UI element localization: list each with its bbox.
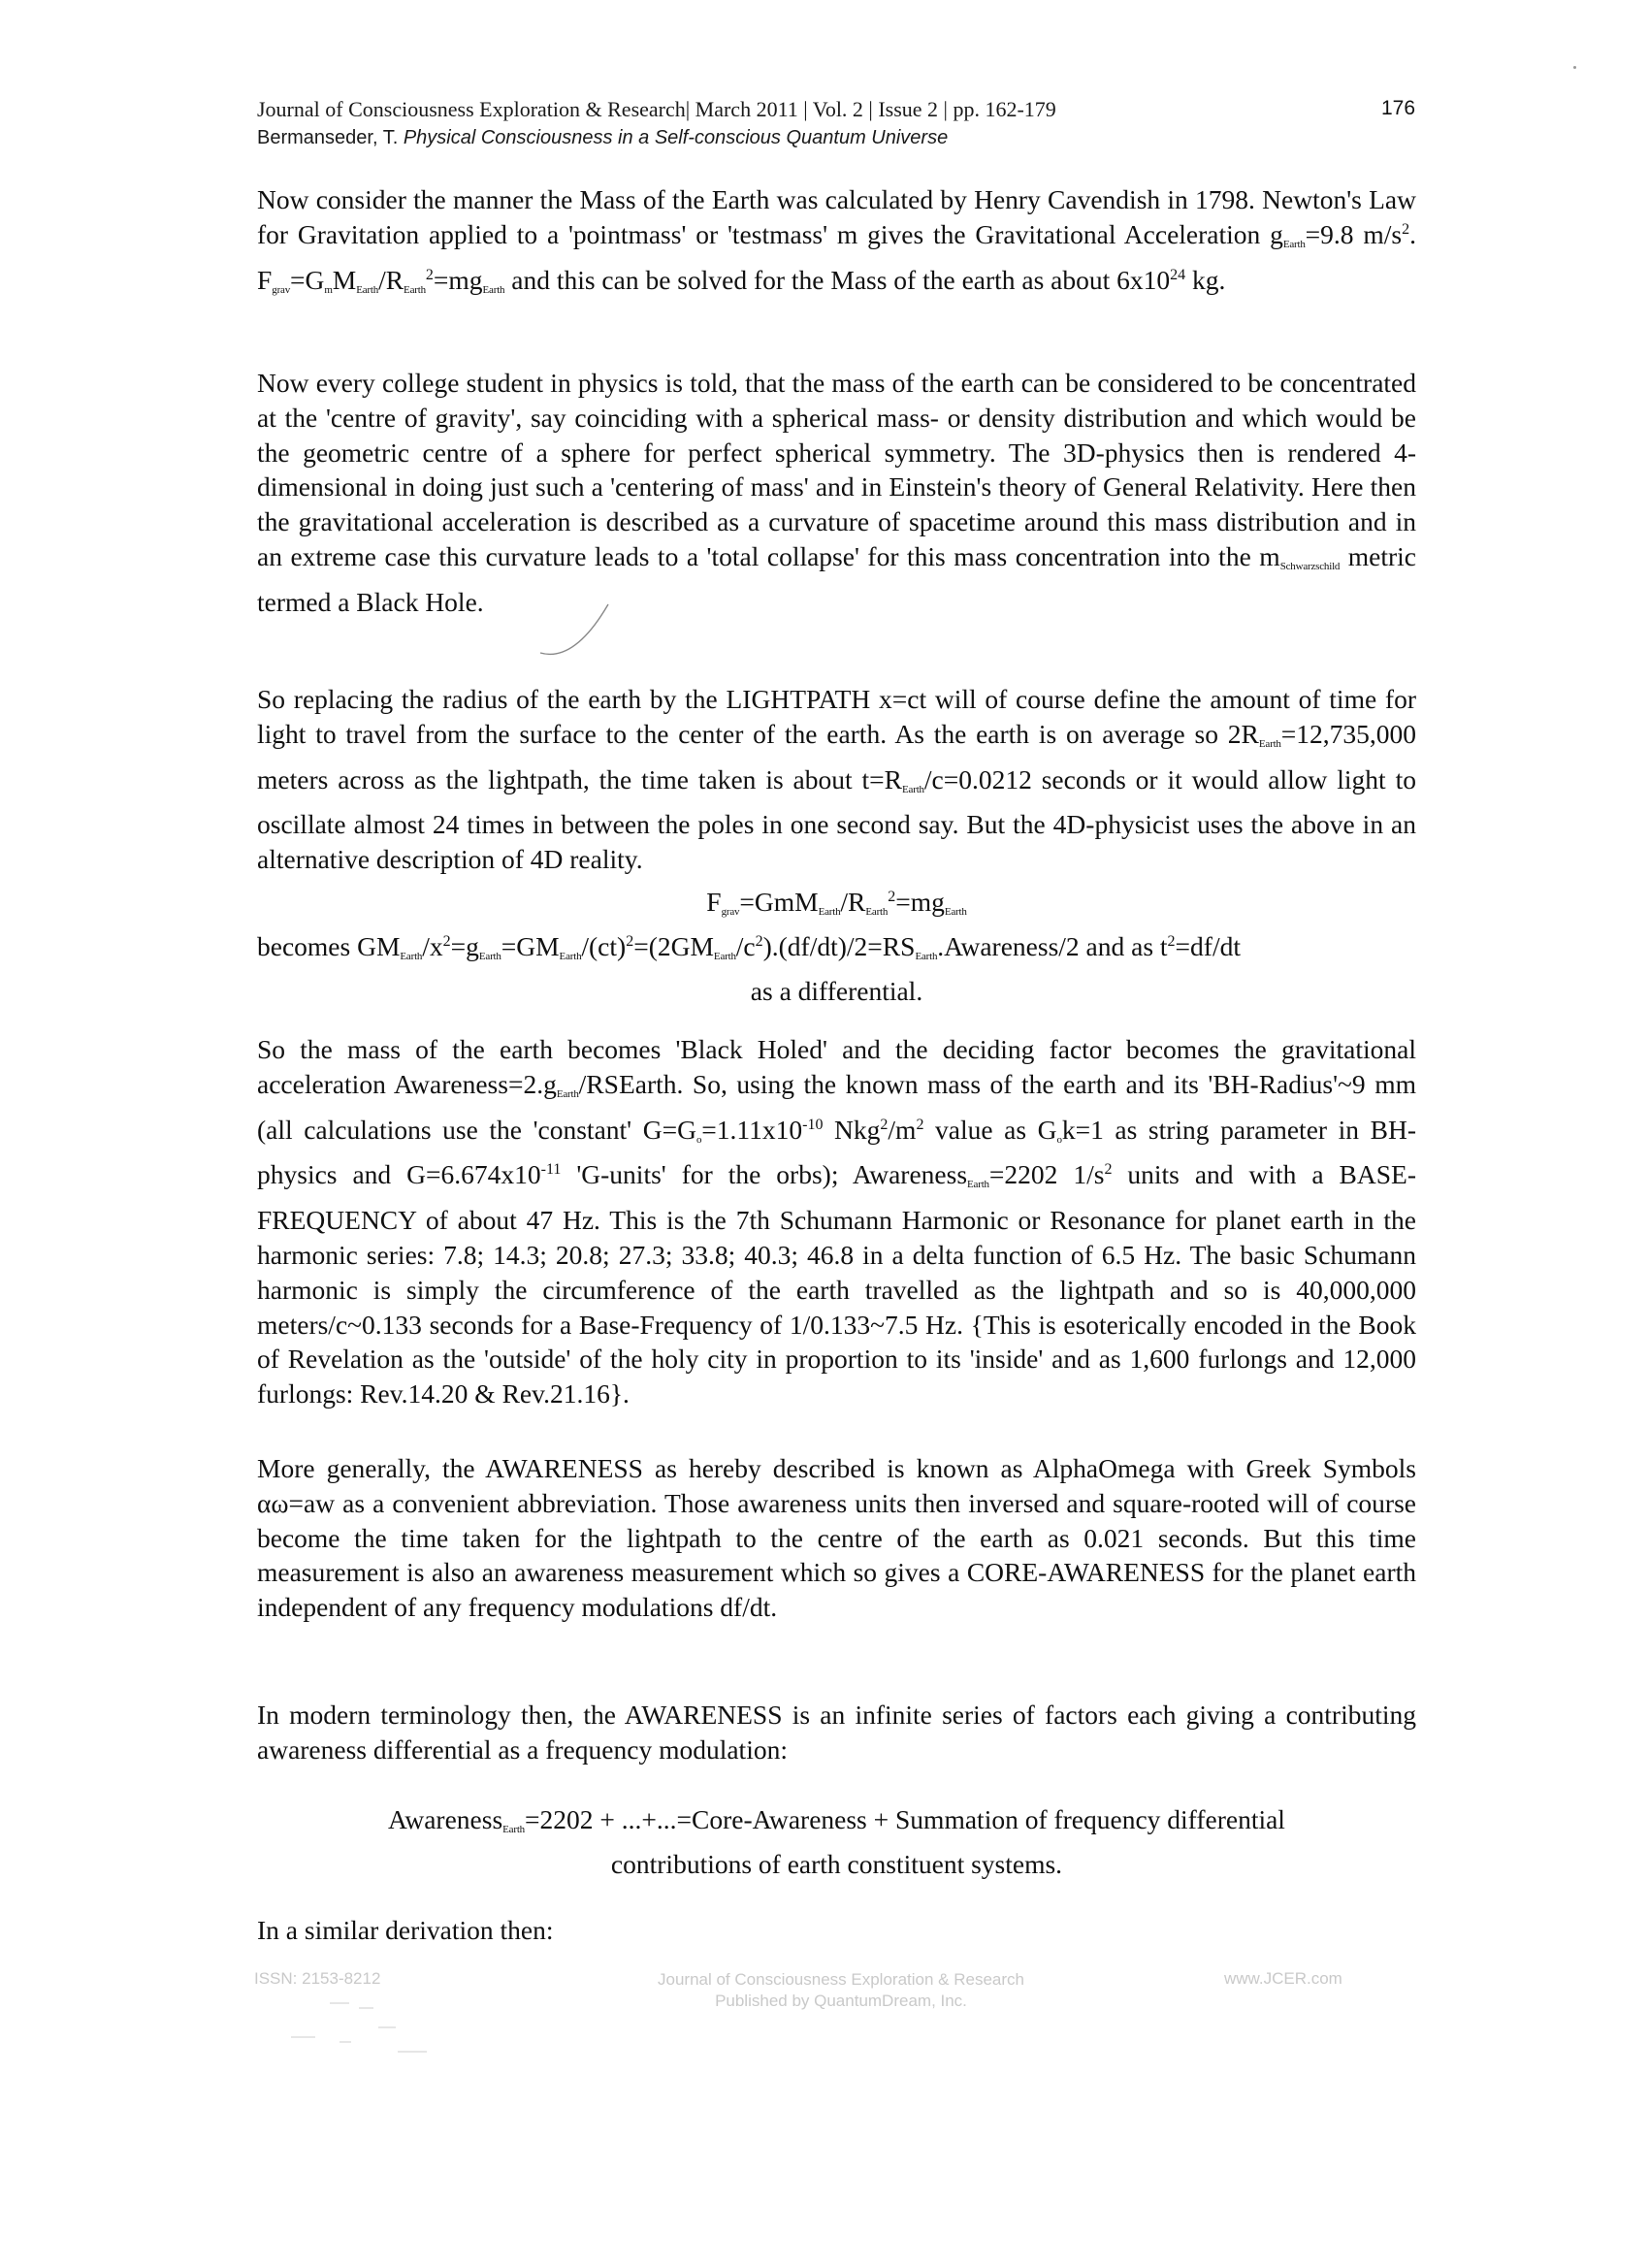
paragraph-centre-of-gravity: Now every college student in physics is told, that the mass of the earth can be considered to be concentrated at the 'centre of gravity', say coinciding with a spherical mass- or density distribution and which would be the geometric centre of a sphere for perfect spherical symmetry. The 3D-physics then is rendered 4-dimensional in doing just such a 'centering of mass' and in Einstein's theory of General Relativity. Here then the gravitational acceleration is described as a curvature of spacetime around this mass distribution and in an extreme case this curvature leads to a 'total collapse' for this mass concentration into the $m_{Schwarzschild}$ metric termed a Black Hole. <box>257 368 1416 617</box>
paragraph-black-holed: So the mass of the earth becomes 'Black Holed' and the deciding factor becomes the gravitational acceleration $Awareness=2.g_{Earth}$/RSEarth. So, using the known mass of the earth and its 'BH-Radius'~9 mm (all calculations use the 'constant' $G=G_o=1.11x10^{-10}$ $Nkg^2/m^2$ value as $G_ok=1$ as string parameter in BH-physics and $G=6.674x10^{-11}$ 'G-units' for the orbs); Awareness$_{Earth}$=2202 $1/s^2$ units and with a BASE-FREQUENCY of about 47 Hz. This is the 7th Schumann Harmonic or Resonance for planet earth in the harmonic series: 7.8; 14.3; 20.8; 27.3; 33.8; 40.3; 46.8 in a delta function of 6.5 Hz. The basic Schumann harmonic is simply the circumference of the earth travelled as the lightpath and so is 40,000,000 meters/c~0.133 seconds for a Base-Frequency of 1/0.133~7.5 Hz. {This is esoterically encoded in the Book of Revelation as the 'outside' of the holy city in proportion to its 'inside' and as 1,600 furlongs and 12,000 furlongs: Rev.14.20 & Rev.21.16}. <box>257 1034 1416 1409</box>
awareness-equation <box>257 1802 1416 1881</box>
equation-line-3: as a differential. <box>750 976 923 1006</box>
article-title: Physical Consciousness in a Self-conscious Quantum Universe <box>403 127 949 148</box>
paragraph-cavendish: Now consider the manner the Mass of the Earth was calculated by Henry Cavendish in 1798. Newton's Law for Gravitation applied to a 'pointmass' or 'testmass' m gives the Gravitational Acceleration $g_{Earth}=9.8$ $m/s^2$. $F_{grav}=G_mM_{Earth}/R_{Earth}^2=mg_{Earth}$ and this can be solved for the Mass of the earth as about $6x10^{24}$ kg. <box>257 184 1416 296</box>
footer-website: www.JCER.com <box>1224 1969 1342 1988</box>
author-title-line <box>257 124 1402 151</box>
page-number: 176 <box>1381 97 1416 119</box>
paragraph-similar-derivation: In a similar derivation then: <box>257 1915 554 1945</box>
journal-citation: Journal of Consciousness Exploration & Research| March 2011 | Vol. 2 | Issue 2 | pp. 162-179 <box>257 97 1056 121</box>
equation-block <box>257 885 1416 1008</box>
paragraph-alphaomega: More generally, the AWARENESS as hereby described is known as AlphaOmega with Greek Symbols αω=aw as a convenient abbreviation. Those awareness units then inversed and square-rooted will of course become the time taken for the lightpath to the centre of the earth as 0.021 seconds. But this time measurement is also an awareness measurement which so gives a CORE-AWARENESS for the planet earth independent of any frequency modulations df/dt. <box>257 1453 1416 1623</box>
footer-journal <box>637 1969 1045 2012</box>
awareness-equation-line-1: Awareness$_{Earth}$=2202 + ...+...=Core-Awareness + Summation of frequency differential <box>388 1804 1285 1835</box>
author-name: Bermanseder, T. <box>257 127 399 148</box>
scan-speck <box>1573 66 1576 69</box>
pen-mark <box>535 599 613 667</box>
footer-journal-name: Journal of Consciousness Exploration & Research <box>658 1970 1024 1989</box>
paragraph-lightpath: So replacing the radius of the earth by the LIGHTPATH x=ct will of course define the amount of time for light to travel from the surface to the center of the earth. As the earth is on average so $2R_{Earth}=12,735,000$ meters across as the lightpath, the time taken is about $t=R_{Earth}/c=0.0212$ seconds or it would allow light to oscillate almost 24 times in between the poles in one second say. But the 4D-physicist uses the above in an alternative description of 4D reality. <box>257 684 1416 875</box>
paragraph-modern-terminology: In modern terminology then, the AWARENESS is an infinite series of factors each giving a contributing awareness differential as a frequency modulation: <box>257 1700 1416 1765</box>
equation-line-2: becomes $GM_{Earth}/x^2=g_{Earth}=GM_{Earth}/(ct)^2=(2GM_{Earth}/c^2).(df/dt)/2=RS_{Earth}.Awareness/2$ and as $t^2=df/dt$ <box>257 931 1241 962</box>
running-header <box>257 95 1402 151</box>
footer-publisher: Published by QuantumDream, Inc. <box>715 1992 967 2010</box>
equation-line-1: $F_{grav}=GmM_{Earth}/R_{Earth}^2=mg_{Earth}$ <box>706 887 967 918</box>
footer-issn: ISSN: 2153-8212 <box>254 1969 381 1988</box>
scan-smudge <box>281 1984 475 2071</box>
awareness-equation-line-2: contributions of earth constituent systems. <box>610 1849 1063 1879</box>
